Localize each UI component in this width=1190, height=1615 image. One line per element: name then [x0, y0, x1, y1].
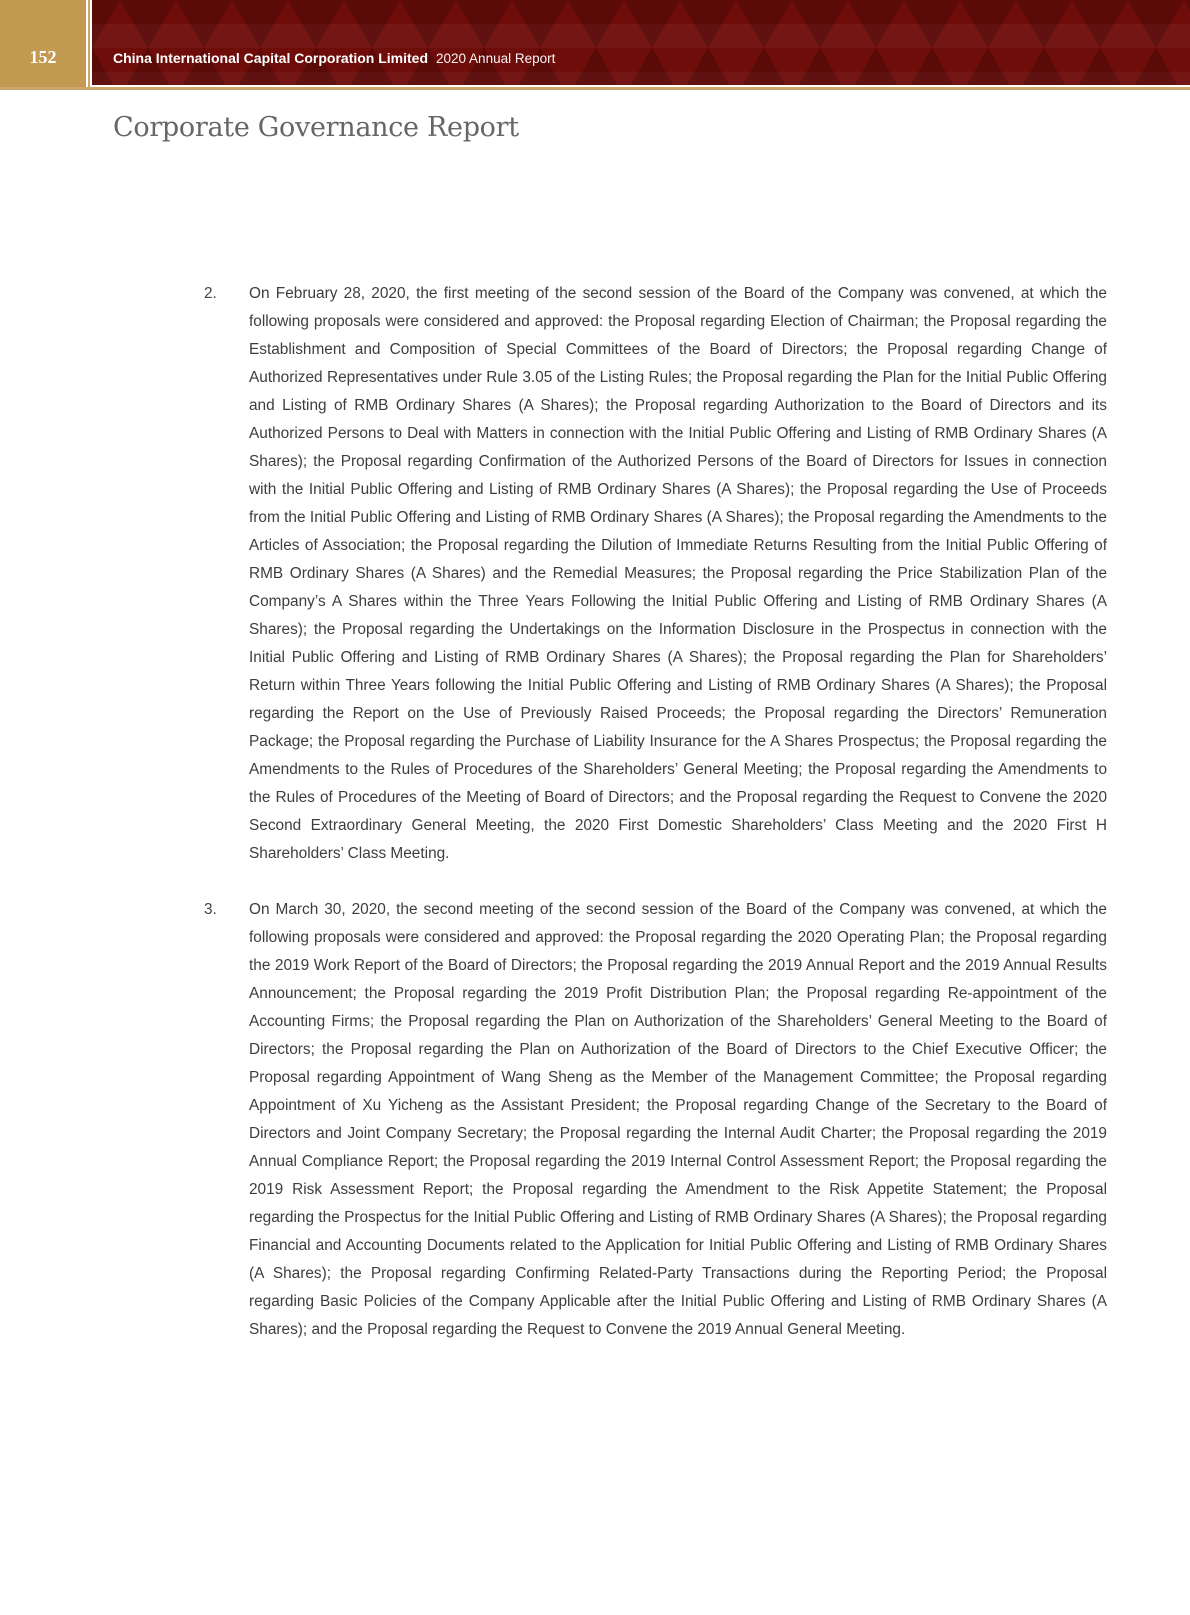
list-item — [204, 280, 1107, 868]
item-text: On February 28, 2020, the first meeting of the second session of the Board of the Company was convened, at which the following proposals were considered and approved: the Proposal regarding Election of Chairman; the Proposal regarding the Establishment and Composition of Special Committees of the Board of Directors; the Proposal regarding Change of Authorized Representatives under Rule 3.05 of the Listing Rules; the Proposal regarding the Plan for the Initial Public Offering and Listing of RMB Ordinary Shares (A Shares); the Proposal regarding Authorization to the Board of Directors and its Authorized Persons to Deal with Matters in connection with the Initial Public Offering and Listing of RMB Ordinary Shares (A Shares); the Proposal regarding Confirmation of the Authorized Persons of the Board of Directors for Issues in connection with the Initial Public Offering and Listing of RMB Ordinary Shares (A Shares); the Proposal regarding the Use of Proceeds from the Initial Public Offering and Listing of RMB Ordinary Shares (A Shares); the Proposal regarding the Amendments to the Articles of Association; the Proposal regarding the Dilution of Immediate Returns Resulting from the Initial Public Offering of RMB Ordinary Shares (A Shares) and the Remedial Measures; the Proposal regarding the Price Stabilization Plan of the Company’s A Shares within the Three Years Following the Initial Public Offering and Listing of RMB Ordinary Shares (A Shares); the Proposal regarding the Undertakings on the Information Disclosure in the Prospectus in connection with the Initial Public Offering and Listing of RMB Ordinary Shares (A Shares); the Proposal regarding the Plan for Shareholders’ Return within Three Years following the Initial Public Offering and Listing of RMB Ordinary Shares (A Shares); the Proposal regarding the Report on the Use of Previously Raised Proceeds; the Proposal regarding the Directors’ Remuneration Package; the Proposal regarding the Purchase of Liability Insurance for the A Shares Prospectus; the Proposal regarding the Amendments to the Rules of Procedures of the Shareholders’ General Meeting; the Proposal regarding the Amendments to the Rules of Procedures of the Meeting of Board of Directors; and the Proposal regarding the Request to Convene the 2020 Second Extraordinary General Meeting, the 2020 First Domestic Shareholders’ Class Meeting and the 2020 First H Shareholders’ Class Meeting. — [249, 285, 1107, 862]
section-title: Corporate Governance Report — [113, 112, 519, 143]
page-number: 152 — [29, 47, 57, 67]
header-banner — [92, 0, 1190, 85]
item-number: 2. — [204, 285, 217, 302]
list-item — [204, 896, 1107, 1344]
report-name: 2020 Annual Report — [436, 51, 556, 66]
numbered-list — [204, 280, 1107, 1372]
item-number: 3. — [204, 901, 217, 918]
item-text: On March 30, 2020, the second meeting of the second session of the Board of the Company was convened, at which the following proposals were considered and approved: the Proposal regarding the 2020 Operating Plan; the Proposal regarding the 2019 Work Report of the Board of Directors; the Proposal regarding the 2019 Annual Report and the 2019 Annual Results Announcement; the Proposal regarding the 2019 Profit Distribution Plan; the Proposal regarding Re-appointment of the Accounting Firms; the Proposal regarding the Plan on Authorization of the Shareholders’ General Meeting to the Board of Directors; the Proposal regarding the Plan on Authorization of the Board of Directors to the Chief Executive Officer; the Proposal regarding Appointment of Wang Sheng as the Member of the Management Committee; the Proposal regarding Appointment of Xu Yicheng as the Assistant President; the Proposal regarding Change of the Secretary to the Board of Directors and Joint Company Secretary; the Proposal regarding the Internal Audit Charter; the Proposal regarding the 2019 Annual Compliance Report; the Proposal regarding the 2019 Internal Control Assessment Report; the Proposal regarding the 2019 Risk Assessment Report; the Proposal regarding the Amendment to the Risk Appetite Statement; the Proposal regarding the Prospectus for the Initial Public Offering and Listing of RMB Ordinary Shares (A Shares); the Proposal regarding Financial and Accounting Documents related to the Application for Initial Public Offering and Listing of RMB Ordinary Shares (A Shares); the Proposal regarding Confirming Related-Party Transactions during the Reporting Period; the Proposal regarding Basic Policies of the Company Applicable after the Initial Public Offering and Listing of RMB Ordinary Shares (A Shares); and the Proposal regarding the Request to Convene the 2019 Annual General Meeting. — [249, 901, 1107, 1338]
company-name: China International Capital Corporation Limited — [113, 50, 429, 66]
page-number-box — [0, 0, 86, 87]
header-rule — [0, 87, 1190, 90]
header-text — [113, 50, 555, 66]
